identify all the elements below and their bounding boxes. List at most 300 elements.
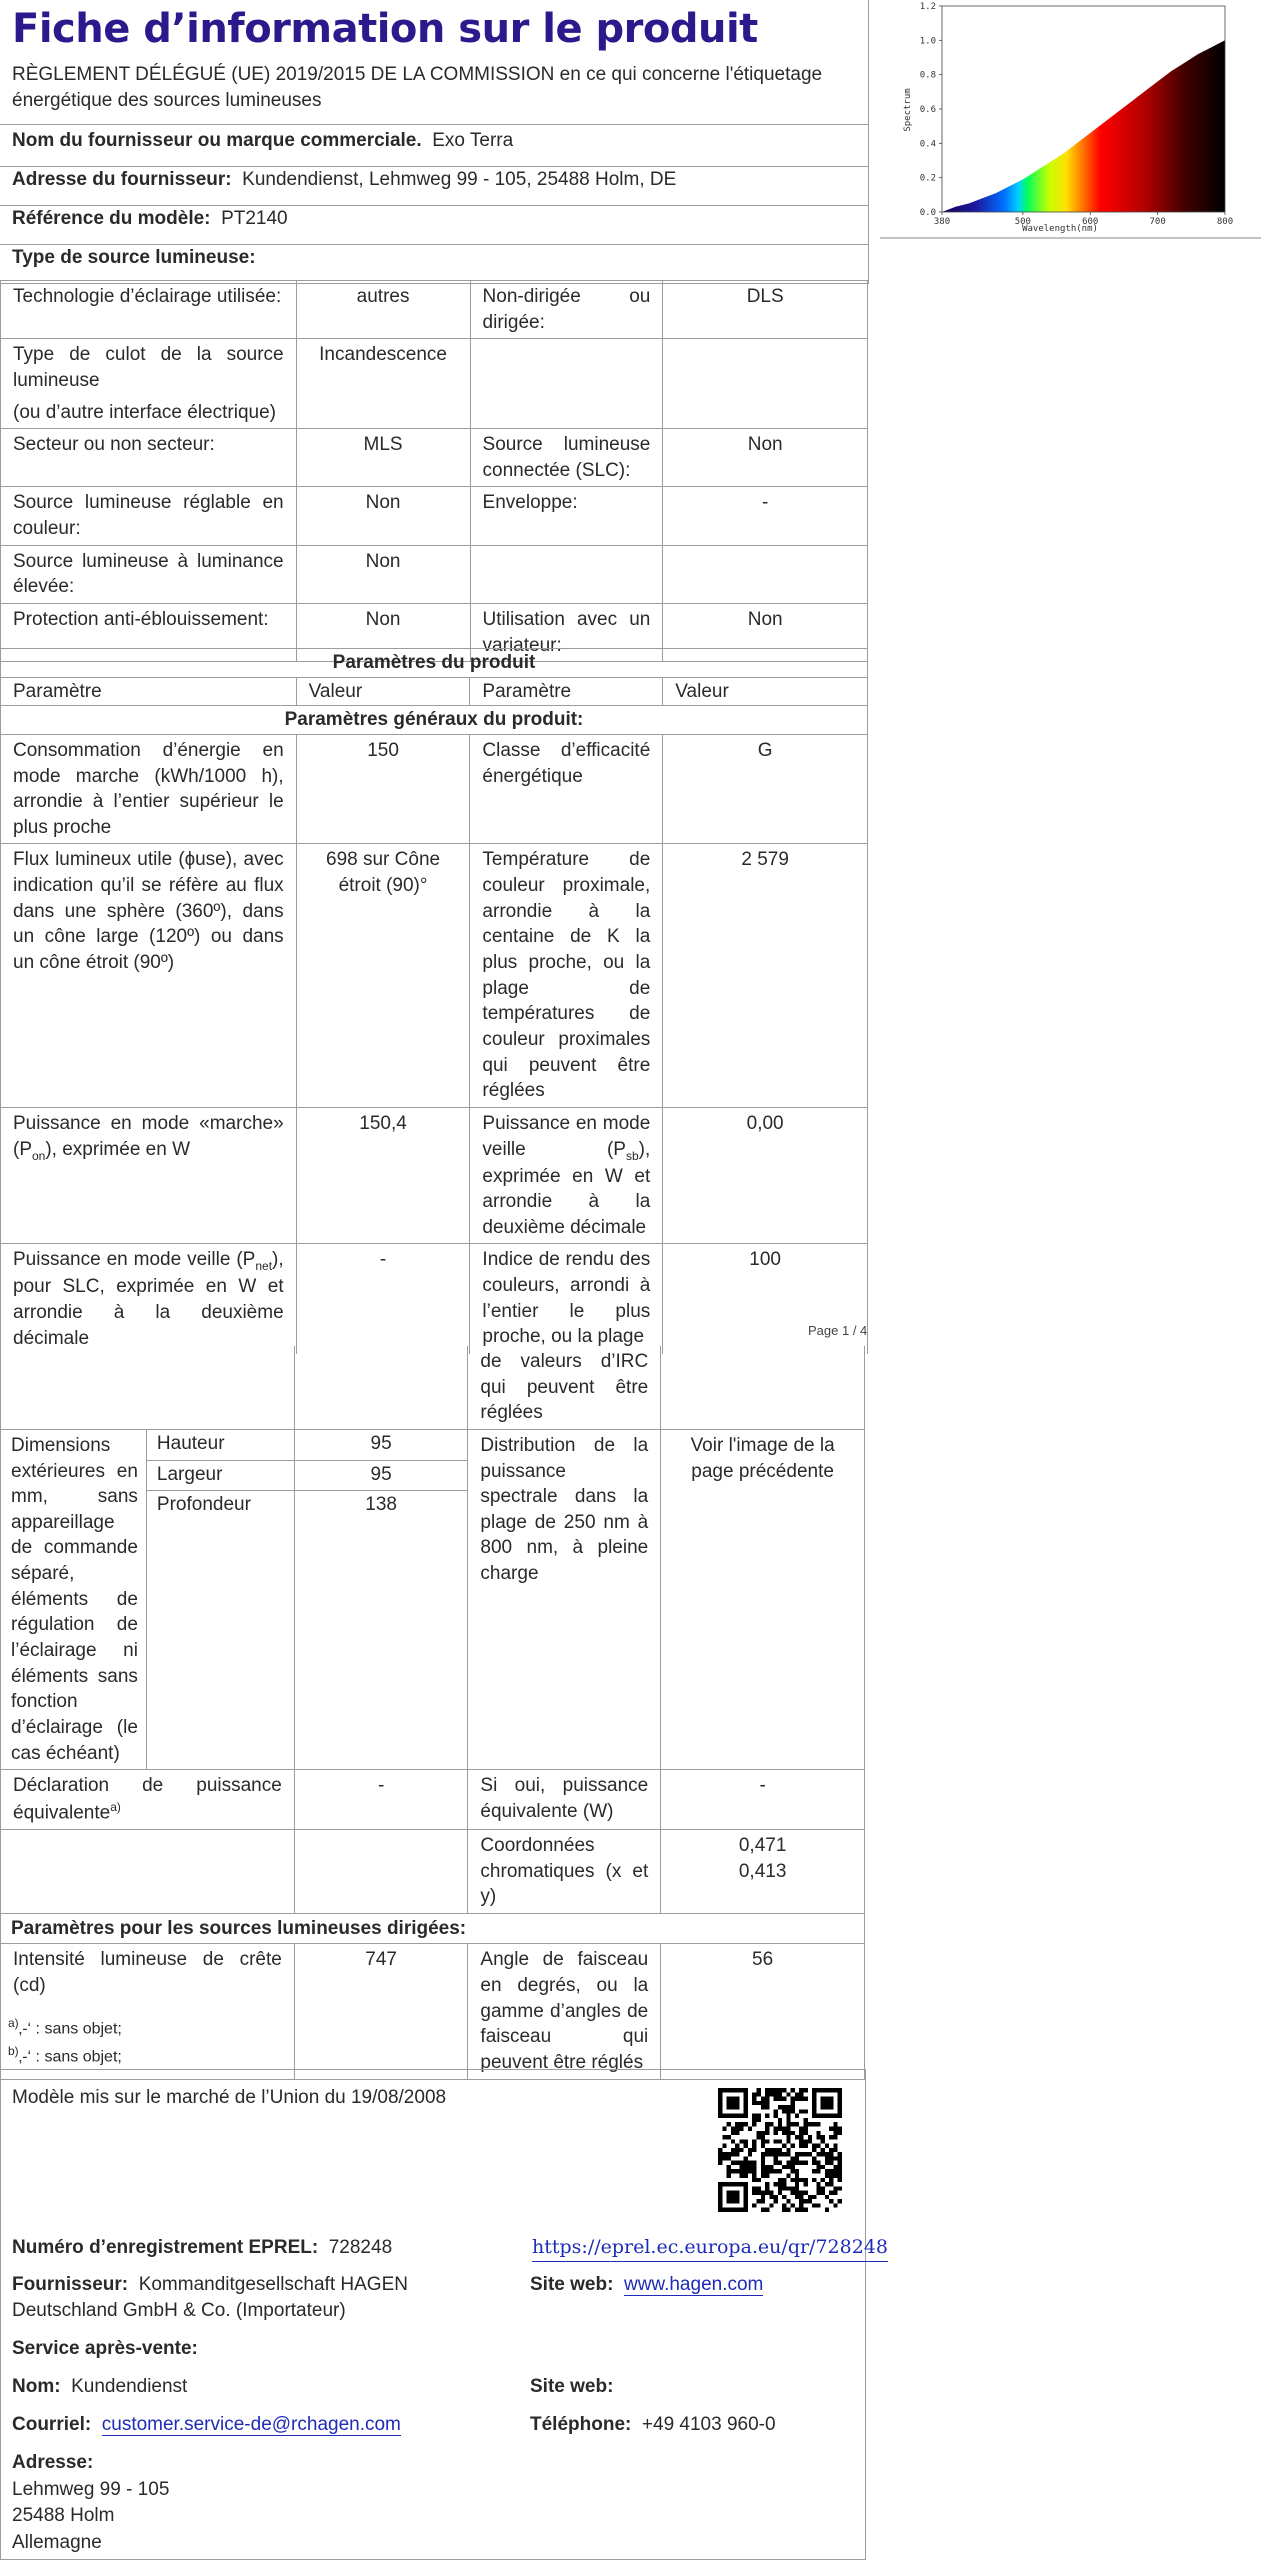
qr-module	[765, 2101, 769, 2105]
qr-module	[786, 2199, 790, 2203]
qr-module	[778, 2092, 782, 2096]
qr-module	[786, 2148, 790, 2152]
qr-module	[761, 2208, 765, 2212]
qr-module	[756, 2178, 760, 2182]
qr-module	[765, 2131, 769, 2135]
power-row	[1, 1107, 868, 1244]
qr-module	[804, 2122, 808, 2126]
eprel-label: Numéro d’enregistrement EPREL:	[12, 2237, 319, 2258]
qr-module	[791, 2178, 795, 2182]
qr-module	[774, 2088, 778, 2092]
regulation-box	[0, 0, 869, 125]
qr-module	[782, 2208, 786, 2212]
qr-finder	[744, 2088, 748, 2118]
equiv-w-label: Si oui, puissance équivalente (W)	[468, 1770, 661, 1830]
footer-website-label: Site web:	[530, 2274, 614, 2295]
qr-module	[718, 2148, 722, 2152]
chroma-y: 0,413	[738, 1860, 787, 1882]
qr-module	[756, 2191, 760, 2195]
qr-module	[739, 2126, 743, 2130]
qr-module	[778, 2105, 782, 2109]
qr-module	[748, 2161, 752, 2165]
qr-module	[769, 2203, 773, 2207]
qr-module	[774, 2131, 778, 2135]
ls-label-1: Secteur ou non secteur:	[1, 429, 297, 487]
y-tick-label: 0.8	[919, 70, 936, 81]
general-title-row	[1, 706, 868, 735]
qr-module	[752, 2161, 756, 2165]
qr-module	[744, 2122, 748, 2126]
y-tick-label: 1.0	[919, 36, 936, 47]
qr-module	[756, 2131, 760, 2135]
qr-module	[718, 2156, 722, 2160]
chart-plot-area	[920, 2, 1233, 227]
chroma-empty-2	[294, 1829, 468, 1913]
qr-module	[778, 2126, 782, 2130]
qr-module	[808, 2195, 812, 2199]
qr-module	[833, 2156, 837, 2160]
qr-module	[761, 2139, 765, 2143]
qr-module	[799, 2131, 803, 2135]
cri-label-part1: Indice de rendu des couleurs, arrondi à l’entier le plus proche, ou la plage	[470, 1244, 663, 1354]
chroma-empty-1	[1, 1829, 295, 1913]
qr-module	[825, 2208, 829, 2212]
qr-module	[744, 2156, 748, 2160]
qr-module	[752, 2139, 756, 2143]
pnet-label-a: Puissance en mode veille (P	[13, 1249, 256, 1271]
qr-module	[752, 2101, 756, 2105]
equivalent-power-row	[1, 1770, 865, 1830]
page-title: Fiche d’information sur le produit	[12, 6, 758, 52]
qr-module	[778, 2148, 782, 2152]
qr-module	[795, 2191, 799, 2195]
footer-supplier-label: Fournisseur:	[12, 2274, 129, 2295]
qr-module	[735, 2148, 739, 2152]
y-tick-label: 0.0	[919, 208, 936, 218]
x-tick-label: 500	[1014, 217, 1031, 227]
qr-module	[838, 2186, 842, 2190]
light-source-row	[1, 487, 868, 545]
qr-module	[786, 2105, 790, 2109]
qr-module	[829, 2161, 833, 2165]
qr-module	[756, 2118, 760, 2122]
qr-module	[786, 2135, 790, 2139]
qr-module	[765, 2126, 769, 2130]
qr-module	[812, 2178, 816, 2182]
footer-supplier	[12, 2272, 512, 2323]
qr-module	[808, 2135, 812, 2139]
qr-module	[833, 2203, 837, 2207]
footnote-a-text: ‚-‘ : sans objet;	[18, 2020, 122, 2038]
service-web-label: Site web:	[530, 2376, 614, 2397]
qr-module	[795, 2182, 799, 2186]
qr-module	[816, 2144, 820, 2148]
qr-module	[799, 2203, 803, 2207]
qr-module	[812, 2161, 816, 2165]
footnote-b-text: ‚-‘ : sans objet;	[18, 2048, 122, 2066]
service-mail-label: Courriel:	[12, 2414, 92, 2435]
qr-module	[829, 2169, 833, 2173]
qr-module	[799, 2191, 803, 2195]
qr-module	[731, 2126, 735, 2130]
psb-label-a: Puissance en mode veille (P	[482, 1112, 651, 1160]
cri-label-part2: de valeurs d’IRC qui peuvent être réglées	[468, 1346, 661, 1429]
qr-module	[825, 2169, 829, 2173]
qr-module	[774, 2139, 778, 2143]
qr-module	[769, 2152, 773, 2156]
qr-module	[752, 2165, 756, 2169]
qr-module	[752, 2203, 756, 2207]
qr-module	[756, 2135, 760, 2139]
qr-module	[838, 2199, 842, 2203]
qr-module	[782, 2105, 786, 2109]
qr-module	[821, 2135, 825, 2139]
qr-module	[833, 2169, 837, 2173]
qr-module	[752, 2114, 756, 2118]
qr-module	[778, 2186, 782, 2190]
qr-module	[786, 2118, 790, 2122]
qr-module	[752, 2174, 756, 2178]
qr-module	[833, 2131, 837, 2135]
service-label: Service après-vente:	[12, 2338, 198, 2359]
energy-label: Consommation d’énergie en mode marche (kWh/1000 h), arrondie à l’entier supérieur le plus proche	[1, 734, 297, 844]
qr-finder	[727, 2097, 740, 2110]
width-value: 95	[294, 1460, 468, 1491]
qr-module	[731, 2131, 735, 2135]
qr-module	[752, 2148, 756, 2152]
qr-module	[812, 2195, 816, 2199]
ls-value-1: Non	[296, 545, 470, 603]
qr-module	[752, 2178, 756, 2182]
qr-module	[791, 2191, 795, 2195]
qr-module	[735, 2169, 739, 2173]
qr-module	[804, 2161, 808, 2165]
qr-finder	[718, 2114, 748, 2118]
qr-finder	[718, 2182, 722, 2212]
model-row	[0, 202, 869, 245]
flux-row	[1, 844, 868, 1107]
qr-module	[727, 2165, 731, 2169]
qr-module	[825, 2182, 829, 2186]
qr-module	[816, 2161, 820, 2165]
qr-module	[799, 2152, 803, 2156]
qr-module	[838, 2126, 842, 2130]
qr-module	[812, 2148, 816, 2152]
ls-value-1: MLS	[296, 429, 470, 487]
ls-label-1: Source lumineuse à luminance élevée:	[1, 545, 297, 603]
qr-module	[804, 2199, 808, 2203]
qr-module	[782, 2165, 786, 2169]
pon-sub: on	[32, 1148, 46, 1163]
qr-finder	[718, 2088, 748, 2092]
params-table	[0, 648, 868, 1354]
qr-module	[761, 2144, 765, 2148]
qr-module	[795, 2208, 799, 2212]
qr-module	[778, 2178, 782, 2182]
qr-module	[838, 2161, 842, 2165]
qr-module	[761, 2152, 765, 2156]
service-mail-link[interactable]: customer.service-de@rchagen.com	[101, 2414, 401, 2435]
ls-label-2: Non-dirigée ou dirigée:	[470, 281, 663, 339]
qr-module	[774, 2152, 778, 2156]
psb-label-b: ), exprimée en W et arrondie à la deuxième décimale	[482, 1138, 651, 1238]
qr-module	[722, 2156, 726, 2160]
psb-value: 0,00	[663, 1107, 868, 1244]
qr-module	[816, 2203, 820, 2207]
col-param-1: Paramètre	[1, 677, 297, 706]
qr-finder	[727, 2191, 740, 2204]
qr-module	[829, 2152, 833, 2156]
qr-module	[804, 2144, 808, 2148]
qr-module	[778, 2161, 782, 2165]
qr-module	[786, 2174, 790, 2178]
qr-module	[804, 2152, 808, 2156]
qr-module	[786, 2092, 790, 2096]
qr-module	[761, 2135, 765, 2139]
qr-module	[761, 2097, 765, 2101]
service-address-line2: 25488 Holm	[12, 2505, 115, 2527]
service-address	[12, 2450, 169, 2556]
qr-module	[765, 2088, 769, 2092]
eprel-link[interactable]: https://eprel.ec.europa.eu/qr/728248	[532, 2235, 888, 2262]
qr-module	[769, 2195, 773, 2199]
qr-module	[744, 2169, 748, 2173]
qr-module	[727, 2169, 731, 2173]
qr-module	[812, 2156, 816, 2160]
qr-module	[774, 2169, 778, 2173]
qr-module	[756, 2101, 760, 2105]
qr-module	[735, 2126, 739, 2130]
qr-module	[769, 2191, 773, 2195]
qr-module	[782, 2109, 786, 2113]
qr-module	[833, 2122, 837, 2126]
equiv-value: -	[294, 1770, 468, 1830]
qr-module	[752, 2144, 756, 2148]
qr-module	[799, 2092, 803, 2096]
qr-module	[727, 2156, 731, 2160]
qr-module	[761, 2169, 765, 2173]
qr-finder	[812, 2114, 842, 2118]
qr-module	[795, 2152, 799, 2156]
qr-module	[808, 2152, 812, 2156]
footer-website	[530, 2272, 763, 2298]
cri-continued-row	[1, 1346, 865, 1429]
qr-module	[778, 2118, 782, 2122]
ls-label-2: Source lumineuse connectée (SLC):	[470, 429, 663, 487]
qr-module	[782, 2203, 786, 2207]
service-name	[12, 2374, 187, 2400]
qr-module	[829, 2135, 833, 2139]
qr-module	[791, 2131, 795, 2135]
qr-module	[782, 2178, 786, 2182]
ls-label-2: Enveloppe:	[470, 487, 663, 545]
qr-module	[799, 2109, 803, 2113]
qr-module	[799, 2199, 803, 2203]
qr-module	[769, 2165, 773, 2169]
col-value-2: Valeur	[663, 677, 868, 706]
qr-module	[821, 2178, 825, 2182]
qr-module	[816, 2186, 820, 2190]
qr-finder	[718, 2088, 722, 2118]
qr-module	[774, 2092, 778, 2096]
qr-module	[816, 2135, 820, 2139]
qr-module	[722, 2144, 726, 2148]
ls-label-1: Protection anti-éblouissement:	[1, 604, 297, 662]
qr-module	[774, 2195, 778, 2199]
qr-module	[765, 2191, 769, 2195]
pon-label	[1, 1107, 297, 1244]
qr-module	[829, 2191, 833, 2195]
qr-module	[791, 2165, 795, 2169]
regulation-text: RÈGLEMENT DÉLÉGUÉ (UE) 2019/2015 DE LA COMMISSION en ce qui concerne l'étiquetage énergétique des sources lumineuses	[12, 64, 823, 111]
qr-module	[816, 2152, 820, 2156]
ls-value-2: Non	[663, 429, 868, 487]
qr-module	[795, 2135, 799, 2139]
qr-module	[727, 2135, 731, 2139]
cri-cont-empty-3	[661, 1346, 865, 1429]
qr-module	[782, 2126, 786, 2130]
pnet-value: -	[296, 1244, 470, 1354]
qr-module	[791, 2101, 795, 2105]
x-tick-label: 380	[933, 217, 951, 227]
qr-module	[795, 2174, 799, 2178]
qr-module	[765, 2152, 769, 2156]
x-tick-label: 600	[1082, 217, 1099, 227]
qr-module	[804, 2139, 808, 2143]
qr-module	[791, 2161, 795, 2165]
qr-module	[786, 2208, 790, 2212]
qr-module	[833, 2165, 837, 2169]
psb-sub: sb	[625, 1148, 639, 1163]
height-label: Hauteur	[146, 1429, 294, 1460]
qr-module	[786, 2109, 790, 2113]
qr-module	[782, 2144, 786, 2148]
cri-cont-empty-1	[1, 1346, 295, 1429]
qr-module	[765, 2148, 769, 2152]
qr-module	[769, 2122, 773, 2126]
supplier-name-label: Nom du fournisseur ou marque commerciale.	[12, 130, 422, 151]
chroma-value	[661, 1829, 865, 1913]
qr-module	[786, 2152, 790, 2156]
equiv-label-text: Déclaration de puissance équivalente	[13, 1775, 282, 1824]
cri-cont-empty-2	[294, 1346, 468, 1429]
qr-module	[752, 2169, 756, 2173]
qr-module	[769, 2169, 773, 2173]
qr-module	[808, 2122, 812, 2126]
qr-module	[838, 2131, 842, 2135]
qr-module	[735, 2131, 739, 2135]
qr-module	[765, 2122, 769, 2126]
pnet-label-b: ), pour SLC, exprimée en W et arrondie à la deuxième décimale	[13, 1249, 284, 1349]
qr-module	[761, 2174, 765, 2178]
qr-module	[799, 2161, 803, 2165]
chart-ylabel: Spectrum	[903, 88, 913, 132]
qr-module	[765, 2174, 769, 2178]
market-text: Modèle mis sur le marché de l’Union du 19/08/2008	[12, 2087, 447, 2108]
qr-module	[782, 2097, 786, 2101]
qr-module	[799, 2126, 803, 2130]
ls-label-1-sub: (ou d’autre interface électrique)	[13, 401, 276, 423]
qr-module	[838, 2174, 842, 2178]
service-phone	[530, 2412, 776, 2438]
qr-module	[765, 2092, 769, 2096]
qr-module	[739, 2161, 743, 2165]
dimensions-height-row	[1, 1429, 865, 1460]
qr-module	[752, 2186, 756, 2190]
qr-module	[795, 2195, 799, 2199]
qr-module	[821, 2186, 825, 2190]
qr-module	[838, 2165, 842, 2169]
qr-module	[833, 2191, 837, 2195]
qr-module	[825, 2174, 829, 2178]
qr-module	[829, 2148, 833, 2152]
pnet-label	[1, 1244, 297, 1354]
light-source-row	[1, 281, 868, 339]
service-name-label: Nom:	[12, 2376, 61, 2397]
qr-module	[761, 2199, 765, 2203]
ls-value-1: Incandescence	[296, 339, 470, 429]
qr-module	[774, 2161, 778, 2165]
qr-module	[833, 2186, 837, 2190]
service-phone-value: +49 4103 960-0	[641, 2414, 776, 2435]
qr-module	[727, 2122, 731, 2126]
ls-label-2	[470, 545, 663, 603]
beam-value: 56	[661, 1944, 865, 2079]
params-title-row	[1, 649, 868, 678]
qr-module	[816, 2191, 820, 2195]
qr-module	[722, 2135, 726, 2139]
qr-module	[765, 2208, 769, 2212]
supplier-address-value: Kundendienst, Lehmweg 99 - 105, 25488 Holm, DE	[242, 169, 677, 190]
qr-module	[735, 2152, 739, 2156]
footnote-b	[8, 2043, 122, 2068]
spd-value: Voir l'image de la page précédente	[661, 1429, 865, 1769]
qr-code	[718, 2088, 842, 2212]
qr-module	[786, 2161, 790, 2165]
qr-module	[761, 2156, 765, 2160]
qr-module	[782, 2186, 786, 2190]
qr-module	[795, 2186, 799, 2190]
qr-module	[778, 2182, 782, 2186]
source-type-row	[0, 241, 869, 284]
service-address-line3: Allemagne	[12, 2531, 102, 2553]
qr-module	[735, 2144, 739, 2148]
qr-module	[739, 2165, 743, 2169]
qr-module	[765, 2139, 769, 2143]
qr-module	[744, 2165, 748, 2169]
qr-module	[816, 2165, 820, 2169]
qr-module	[816, 2131, 820, 2135]
footer-website-link[interactable]: www.hagen.com	[623, 2274, 764, 2295]
qr-module	[799, 2178, 803, 2182]
qr-module	[821, 2148, 825, 2152]
qr-module	[795, 2122, 799, 2126]
qr-module	[786, 2122, 790, 2126]
qr-finder	[718, 2208, 748, 2212]
qr-module	[829, 2178, 833, 2182]
qr-module	[804, 2178, 808, 2182]
cct-label: Température de couleur proximale, arrondie à la centaine de K la plus proche, ou la plage de températures de couleur proximales qui peuvent être réglées	[470, 844, 663, 1107]
supplier-name-value: Exo Terra	[432, 130, 514, 151]
dimensions-label: Dimensions extérieures en mm, sans appareillage de commande séparé, éléments de régulation de l’éclairage ni éléments sans fonction d’éclairage (le cas échéant)	[1, 1429, 147, 1769]
width-label: Largeur	[146, 1460, 294, 1491]
qr-module	[765, 2114, 769, 2118]
qr-finder	[838, 2088, 842, 2118]
ls-value-1: Non	[296, 487, 470, 545]
ls-label-2	[470, 339, 663, 429]
qr-module	[825, 2161, 829, 2165]
ls-value-2: -	[663, 487, 868, 545]
